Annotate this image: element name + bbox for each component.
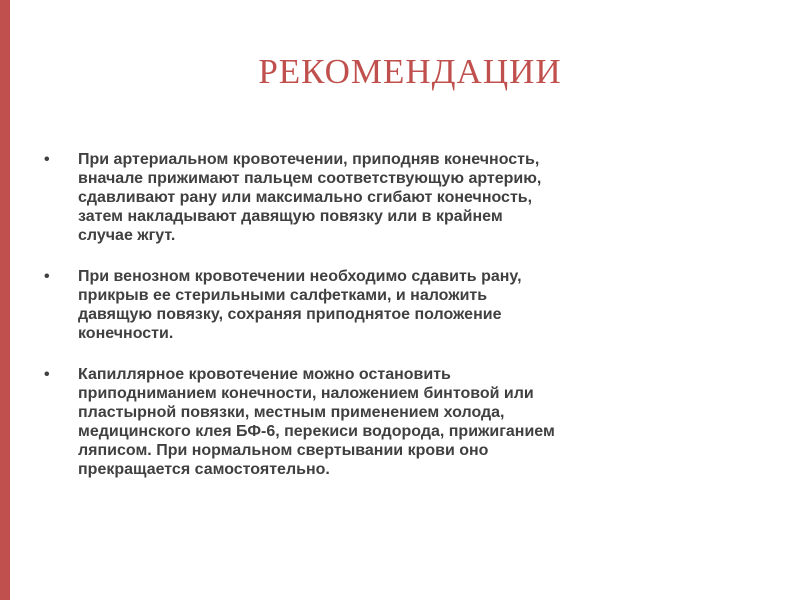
bullet-dot-icon: •: [44, 151, 50, 168]
bullet-text-line: Капиллярное кровотечение можно остановить: [78, 366, 451, 383]
bullet-text-line: затем накладывают давящую повязку или в крайнем: [78, 208, 503, 225]
bullet-text-line: сдавливают рану или максимально сгибают конечность,: [78, 189, 533, 206]
bullet-item-capillary: [44, 365, 714, 479]
bullet-dot-icon: •: [44, 268, 50, 285]
bullet-text-line: ляписом. При нормальном свертывании крови оно: [78, 442, 489, 459]
bullet-text-line: конечности.: [78, 325, 174, 342]
bullet-text-line: пластырной повязки, местным применением холода,: [78, 404, 505, 421]
bullet-list: [44, 150, 714, 501]
bullet-text-line: приподниманием конечности, наложением бинтовой или: [78, 385, 534, 402]
bullet-text-line: прекращается самостоятельно.: [78, 461, 330, 478]
bullet-text-line: вначале прижимают пальцем соответствующую артерию,: [78, 170, 542, 187]
bullet-text-line: При венозном кровотечении необходимо сдавить рану,: [78, 268, 522, 285]
bullet-text-line: случае жгут.: [78, 227, 176, 244]
bullet-item-arterial: [44, 150, 714, 245]
bullet-dot-icon: •: [44, 366, 50, 383]
bullet-text-line: давящую повязку, сохраняя приподнятое положение: [78, 306, 502, 323]
bullet-text-line: медицинского клея БФ-6, перекиси водорода, прижиганием: [78, 423, 555, 440]
slide-title: РЕКОМЕНДАЦИИ: [258, 52, 562, 91]
bullet-item-venous: [44, 267, 714, 343]
bullet-text-line: прикрыв ее стерильными салфетками, и наложить: [78, 287, 488, 304]
accent-bar: [0, 0, 10, 600]
bullet-text-line: При артериальном кровотечении, приподняв конечность,: [78, 151, 540, 168]
